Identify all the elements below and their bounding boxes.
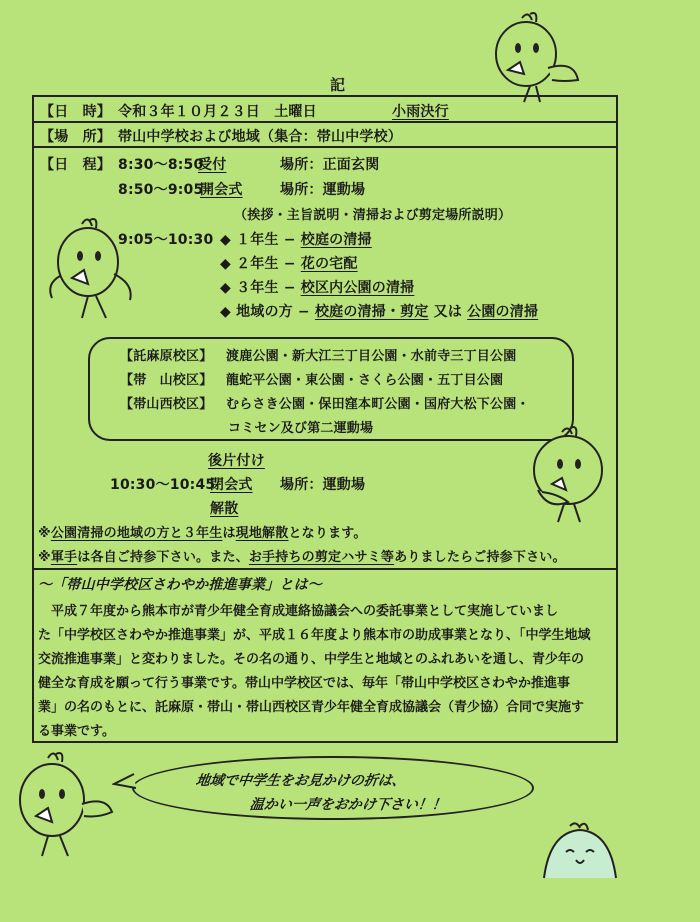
group-task: 校庭の清掃・剪定	[314, 304, 429, 320]
reception-time: 8:30〜8:50	[118, 157, 204, 173]
opening-time: 8:50〜9:05	[118, 182, 204, 198]
group-item	[220, 277, 414, 297]
row-divider	[32, 146, 618, 148]
about-line: た「中学校区さわやか推進事業」が、平成１６年度より熊本市の助成事業となり、「中学生地域	[38, 628, 591, 643]
closing-time: 10:30〜10:45	[110, 477, 216, 493]
group-task: 校庭の清掃	[300, 232, 372, 248]
school-name: 【帯 山校区】	[120, 373, 213, 388]
group-item	[220, 229, 372, 249]
school-parks: 龍蛇平公園・東公園・さくら公園・五丁目公園	[226, 373, 504, 388]
place-value: 帯山中学校および地域（集合：帯山中学校）	[118, 129, 402, 145]
about-line: 交流推進事業」と変わりました。その名の通り、中学生と地域とのふれあいを通し、青少年の	[38, 652, 585, 667]
place-label: 【場 所】	[40, 129, 111, 145]
bullet-icon: ◆	[220, 304, 231, 320]
rain-note: 小雨決行	[392, 104, 449, 120]
group-task: 校区内公園の清掃	[300, 280, 415, 296]
bullet-icon: ◆	[220, 232, 231, 248]
closing-event: 閉会式	[210, 477, 253, 493]
chick-icon	[8, 748, 118, 868]
note-line: ※軍手は各自ご持参下さい。また、お手持ちの剪定ハサミ等ありましたらご持参下さい。	[38, 550, 566, 565]
chick-icon	[518, 424, 618, 534]
reception-place: 場所：正面玄関	[280, 157, 380, 173]
cleanup-label: 後片付け	[208, 453, 265, 469]
group-who: １年生 −	[236, 232, 301, 248]
group-task-2: 公園の清掃	[467, 304, 539, 320]
peeking-chick-icon	[540, 822, 620, 882]
school-name: 【託麻原校区】	[120, 349, 213, 364]
note-line: ※公園清掃の地域の方と３年生は現地解散となります。	[38, 526, 367, 541]
opening-note: （挨拶・主旨説明・清掃および剪定場所説明）	[234, 208, 512, 223]
about-line: 平成７年度から熊本市が青少年健全育成連絡協議会への委託事業として実施していまし	[38, 604, 559, 619]
closing-place: 場所：運動場	[280, 477, 366, 493]
group-who: ２年生 −	[236, 256, 301, 272]
group-task: 花の宅配	[300, 256, 358, 272]
date-label: 【日 時】	[40, 104, 111, 120]
bubble-line-1: 地域で中学生をお見かけの折は、	[194, 773, 407, 789]
about-line: る事業です。	[38, 724, 115, 739]
schedule-label: 【日 程】	[40, 157, 111, 173]
school-name: 【帯山西校区】	[120, 397, 213, 412]
group-who: ３年生 −	[236, 280, 301, 296]
bullet-icon: ◆	[220, 280, 231, 296]
school-parks-cont: コミセン及び第二運動場	[228, 421, 374, 436]
opening-event: 開会式	[200, 182, 243, 198]
group-item	[220, 301, 538, 321]
row-divider	[32, 568, 618, 570]
about-line: 健全な育成を願って行う事業です。帯山中学校区では、毎年「帯山中学校区さわやか推進事	[38, 676, 570, 691]
chick-icon	[478, 10, 588, 110]
group-mid: 又は	[433, 304, 463, 320]
document-title: 記	[330, 76, 346, 94]
chick-icon	[42, 214, 142, 334]
group-item	[220, 253, 358, 273]
group-who: 地域の方 −	[236, 304, 315, 320]
school-parks: 渡鹿公園・新大江三丁目公園・水前寺三丁目公園	[226, 349, 517, 364]
about-heading: 〜「帯山中学校区さわやか推進事業」とは〜	[38, 577, 322, 593]
opening-place: 場所：運動場	[280, 182, 366, 198]
bubble-line-2: 温かい一声をおかけ下さい！！	[248, 797, 447, 813]
dismissal-label: 解散	[210, 501, 239, 517]
reception-event: 受付	[198, 157, 227, 173]
bullet-icon: ◆	[220, 256, 231, 272]
work-time: 9:05〜10:30	[118, 232, 214, 248]
date-value: 令和３年１０月２３日 土曜日	[118, 104, 317, 120]
about-line: 業」の名のもとに、託麻原・帯山・帯山西校区青少年健全育成協議会（青少協）合同で実施す	[38, 700, 585, 715]
school-parks: むらさき公園・保田窪本町公園・国府大松下公園・	[226, 397, 530, 412]
row-divider	[32, 121, 618, 123]
